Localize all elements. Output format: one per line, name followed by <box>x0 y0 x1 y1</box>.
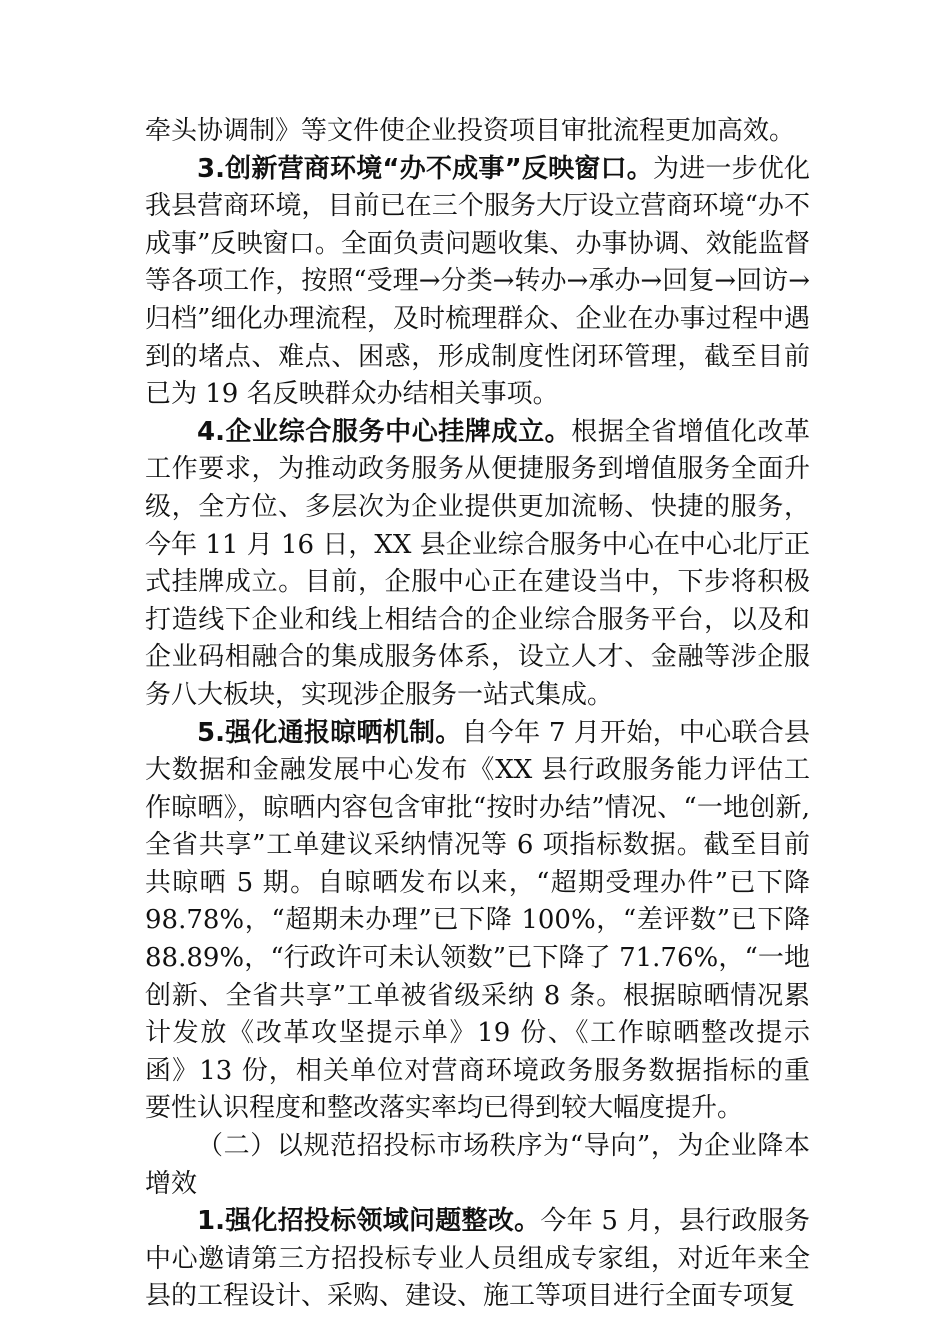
paragraph-text: 牵头协调制》等文件使企业投资项目审批流程更加高效。 <box>145 116 796 146</box>
paragraph-item-5 <box>145 715 810 1129</box>
paragraph-text: 今年 5 月，县行政服务中心邀请第三方招投标专业人员组成专家组，对近年来全县的工程设计、采购、建设、施工等项目进行全面专项复 <box>145 1206 811 1312</box>
paragraph-heading: 5.强化通报晾晒机制。 <box>197 717 462 748</box>
paragraph-heading: 3.创新营商环境“办不成事”反映窗口。 <box>197 153 653 184</box>
paragraph-item-1 <box>145 1203 810 1316</box>
paragraph-item-4 <box>145 414 810 715</box>
paragraph-heading: 1.强化招投标领域问题整改。 <box>197 1206 541 1237</box>
section-heading <box>145 1128 810 1203</box>
paragraph-text: 为进一步优化我县营商环境，目前已在三个服务大厅设立营商环境“办不成事”反映窗口。全面负责问题收集、办事协调、效能监督等各项工作，按照“受理→分类→转办→承办→回复→回访→归档”细化办理流程，及时梳理群众、企业在办事过程中遇到的堵点、难点、困惑，形成制度性闭环管理，截至目前已为 19 名反映群众办结相关事项。 <box>145 153 810 410</box>
paragraph-text: 自今年 7 月开始，中心联合县大数据和金融发展中心发布《XX 县行政服务能力评估工作晾晒》，晾晒内容包含审批“按时办结”情况、“一地创新,全省共享”工单建议采纳情况等 6 项指标数据。截至目前共晾晒 5 期。自晾晒发布以来，“超期受理办件”已下降 98.78%，“超期未办理”已下降 100%，“差评数”已下降 88.89%，“行政许可未认领数”已下降了 71.76%，“一地创新、全省共享”工单被省级采纳 8 条。根据晾晒情况累计发放《改革攻坚提示单》19 份、《工作晾晒整改提示函》13 份，相关单位对营商环境政务服务数据指标的重要性认识程度和整改落实率均已得到较大幅度提升。 <box>145 717 810 1124</box>
paragraph-item-3 <box>145 151 810 414</box>
section-heading-text: （二）以规范招投标市场秩序为“导向”，为企业降本增效 <box>145 1131 810 1199</box>
paragraph-text: 根据全省增值化改革工作要求，为推动政务服务从便捷服务到增值服务全面升级，全方位、多层次为企业提供更加流畅、快捷的服务，今年 11 月 16 日，XX 县企业综合服务中心在中心北厅正式挂牌成立。目前，企服中心正在建设当中，下步将积极打造线下企业和线上相结合的企业综合服务平台，以及和企业码相融合的集成服务体系，设立人才、金融等涉企服务八大板块，实现涉企服务一站式集成。 <box>145 416 810 710</box>
paragraph-continuation <box>145 113 810 151</box>
body-text <box>145 113 810 1316</box>
paragraph-heading: 4.企业综合服务中心挂牌成立。 <box>197 416 572 447</box>
